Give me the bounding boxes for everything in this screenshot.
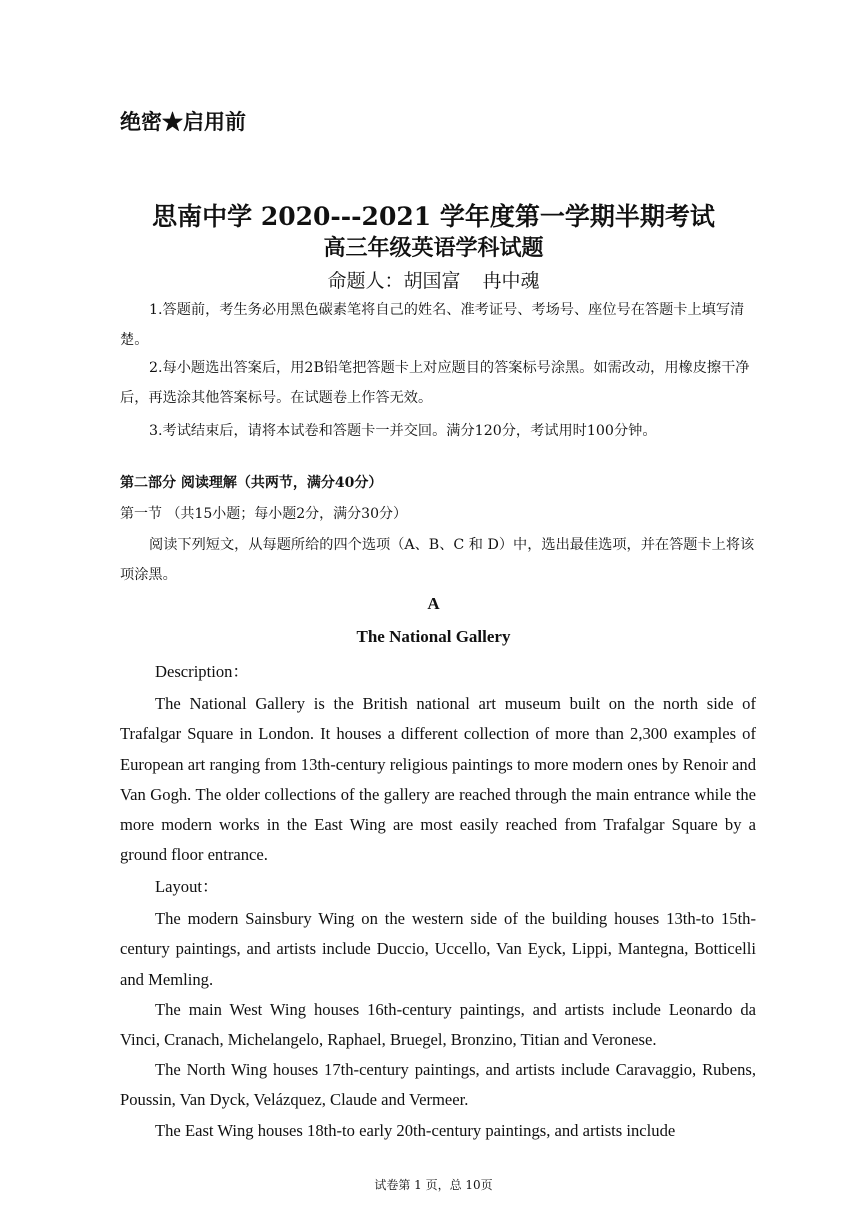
layout-label: Layout： xyxy=(155,877,219,896)
passage-title: The National Gallery xyxy=(356,627,511,646)
layout-paragraph-north: The North Wing houses 17th-century paintings, and artists include Caravaggio, Rubens, Poussin, Van Dyck, Velázquez, Claude and Vermeer. xyxy=(120,1060,756,1110)
description-paragraph: The National Gallery is the British national art museum built on the north side of Trafalgar Square in London. It houses a different collection of more than 2,300 examples of European art ranging from 13th-century religious paintings to more modern ones by Renoir and Van Gogh. The older collections of the gallery are reached through the main entrance while the more modern works in the East Wing are most easily reached from Trafalgar Square by a ground floor entrance. xyxy=(120,694,756,865)
section-heading: 第一节 （共15小题；每小题2分，满分30分） xyxy=(120,506,407,522)
exam-subtitle: 高三年级英语学科试题 xyxy=(323,235,544,261)
description-label: Description： xyxy=(155,662,250,681)
author-primary: 命题人：胡国富 xyxy=(327,270,461,292)
layout-paragraph-west: The main West Wing houses 16th-century paintings, and artists include Leonardo da Vinci, Cranach, Michelangelo, Raphael, Bruegel, Bronzino, Titian and Veronese. xyxy=(120,1000,756,1050)
layout-paragraph-east: The East Wing houses 18th-to early 20th-century paintings, and artists include xyxy=(155,1121,676,1140)
author-secondary: 冉中魂 xyxy=(482,270,540,292)
reading-directions: 阅读下列短文，从每题所给的四个选项（A、B、C 和 D）中，选出最佳选项，并在答题卡上将该项涂黑。 xyxy=(120,537,755,583)
page-footer: 试卷第 1 页，总 10页 xyxy=(374,1178,493,1192)
instruction-3: 3.考试结束后，请将本试卷和答题卡一并交回。满分120分，考试用时100分钟。 xyxy=(149,423,657,439)
exam-title: 思南中学 2020---2021 学年度第一学期半期考试 xyxy=(152,202,715,231)
instruction-1: 1.答题前，考生务必用黑色碳素笔将自己的姓名、准考证号、考场号、座位号在答题卡上填写清楚。 xyxy=(120,302,745,348)
confidential-mark: 绝密★启用前 xyxy=(120,109,246,134)
passage-label: A xyxy=(427,594,440,613)
exam-authors xyxy=(0,266,867,293)
part-heading: 第二部分 阅读理解（共两节，满分40分） xyxy=(120,475,383,491)
layout-paragraph-sainsbury: The modern Sainsbury Wing on the western side of the building houses 13th-to 15th-century paintings, and artists include Duccio, Uccello, Van Eyck, Lippi, Mantegna, Botticelli and Memling. xyxy=(120,909,756,989)
instruction-2: 2.每小题选出答案后，用2B铅笔把答题卡上对应题目的答案标号涂黑。如需改动，用橡皮擦干净后，再选涂其他答案标号。在试题卷上作答无效。 xyxy=(120,360,750,406)
